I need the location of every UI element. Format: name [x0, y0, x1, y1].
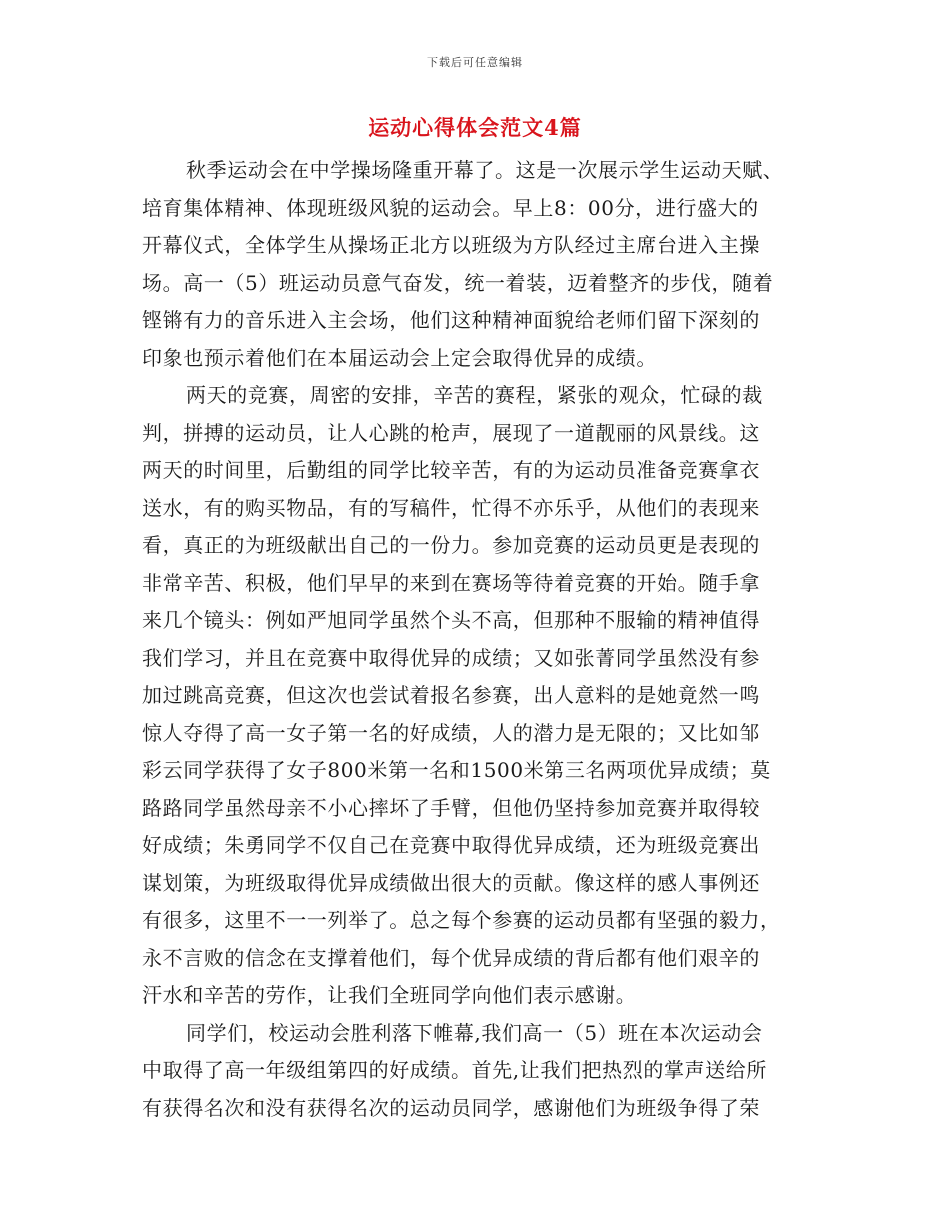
text-line: 好成绩；朱勇同学不仅自己在竞赛中取得优异成绩，还为班级竞赛出	[142, 833, 760, 857]
text-line: 非常辛苦、积极，他们早早的来到在赛场等待着竞赛的开始。随手拿	[142, 570, 760, 595]
text-line: 铿锵有力的音乐进入主会场，他们这种精神面貌给老师们留下深刻的	[142, 308, 760, 332]
text-line: 中取得了高一年级组第四的好成绩。首先,让我们把热烈的掌声送给所	[142, 1058, 767, 1082]
text-line: 加过跳高竞赛，但这次也尝试着报名参赛，出人意料的是她竟然一鸣	[142, 683, 760, 707]
text-line: 汗水和辛苦的劳作，让我们全班同学向他们表示感谢。	[142, 983, 637, 1007]
text-line: 两天的竞赛，周密的安排，辛苦的赛程，紧张的观众，忙碌的裁	[186, 383, 763, 407]
text-line: 有很多，这里不一一列举了。总之每个参赛的运动员都有坚强的毅力，	[142, 908, 781, 932]
text-line: 谋划策，为班级取得优异成绩做出很大的贡献。像这样的感人事例还	[142, 870, 760, 895]
text-line: 印象也预示着他们在本届运动会上定会取得优异的成绩。	[142, 345, 657, 370]
text-line: 惊人夺得了高一女子第一名的好成绩，人的潜力是无限的；又比如邹	[142, 720, 760, 745]
paragraph-3	[142, 1015, 810, 1128]
document-body	[142, 152, 810, 1127]
text-line: 两天的时间里，后勤组的同学比较辛苦，有的为运动员准备竞赛拿衣	[142, 458, 760, 482]
paragraph-2	[142, 377, 810, 1015]
text-line: 秋季运动会在中学操场隆重开幕了。这是一次展示学生运动天赋、	[186, 158, 784, 182]
text-line: 培育集体精神、体现班级风貌的运动会。早上8：00分，进行盛大的	[142, 195, 759, 220]
text-line: 同学们，校运动会胜利落下帷幕,我们高一（5）班在本次运动会	[186, 1020, 763, 1045]
text-line: 我们学习，并且在竞赛中取得优异的成绩；又如张菁同学虽然没有参	[142, 645, 760, 670]
text-line: 来几个镜头：例如严旭同学虽然个头不高，但那种不服输的精神值得	[142, 608, 760, 632]
text-line: 路路同学虽然母亲不小心摔坏了手臂，但他仍坚持参加竞赛并取得较	[142, 795, 760, 820]
text-line: 有获得名次和没有获得名次的运动员同学，感谢他们为班级争得了荣	[142, 1095, 760, 1120]
paragraph-1	[142, 152, 810, 377]
text-line: 彩云同学获得了女子800米第一名和1500米第三名两项优异成绩；莫	[142, 758, 771, 782]
text-line: 开幕仪式，全体学生从操场正北方以班级为方队经过主席台进入主操	[142, 233, 760, 257]
text-line: 送水，有的购买物品，有的写稿件，忙得不亦乐乎，从他们的表现来	[142, 495, 760, 520]
text-line: 场。高一（5）班运动员意气奋发，统一着装，迈着整齐的步伐，随着	[142, 270, 774, 295]
document-title: 运动心得体会范文4篇	[368, 115, 582, 140]
text-line: 看，真正的为班级献出自己的一份力。参加竞赛的运动员更是表现的	[142, 533, 760, 557]
header-note: 下载后可任意编辑	[427, 56, 523, 69]
text-line: 永不言败的信念在支撑着他们，每个优异成绩的背后都有他们艰辛的	[142, 945, 760, 970]
text-line: 判，拼搏的运动员，让人心跳的枪声，展现了一道靓丽的风景线。这	[142, 420, 760, 445]
